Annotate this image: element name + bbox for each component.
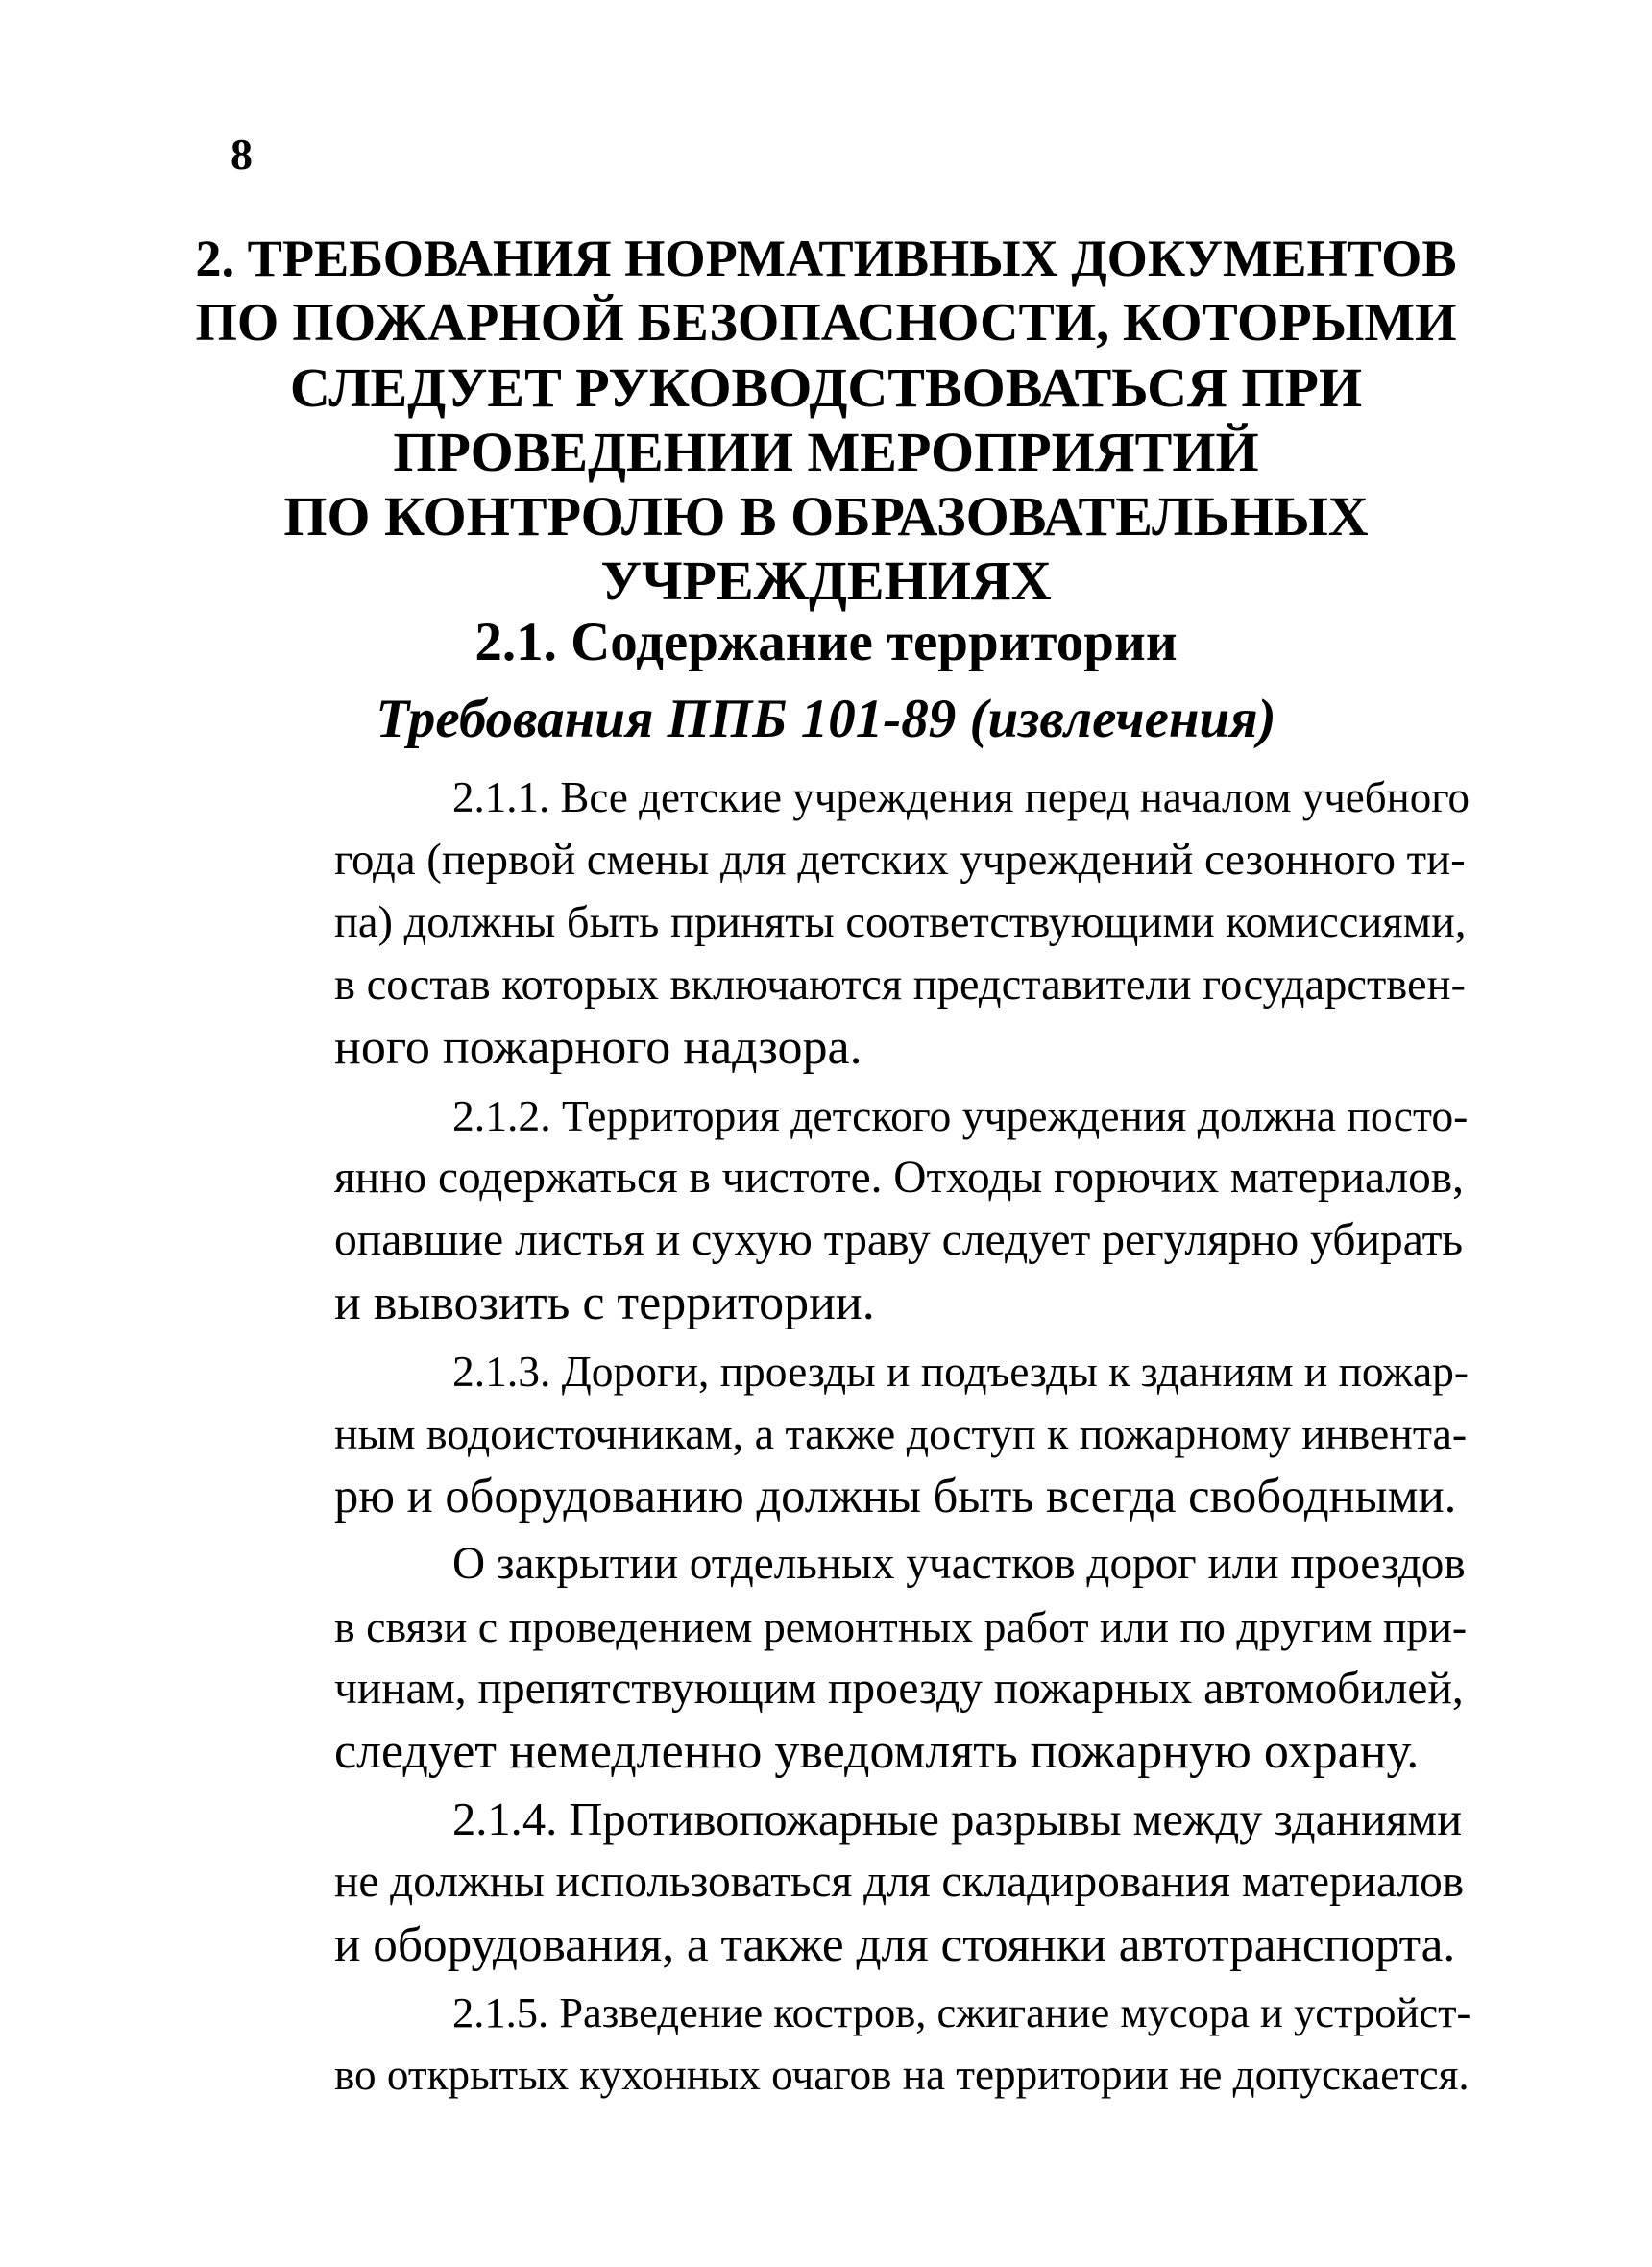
- text-line: 2.1.3. Дороги, проезды и подъезды к зданиям и пожар-: [452, 1347, 1470, 1396]
- paragraph-road-closure: [216, 1533, 1468, 1783]
- section-title-line: СЛЕДУЕТ РУКОВОДСТВОВАТЬСЯ ПРИ: [289, 356, 1363, 419]
- text-line: янно содержаться в чистоте. Отходы горючих материалов,: [334, 1153, 1464, 1203]
- text-line: рю и оборудованию должны быть всегда свободными.: [334, 1469, 1457, 1523]
- text-line: в связи с проведением ремонтных работ или по другим при-: [334, 1602, 1468, 1651]
- text-line: в состав которых включаются представители государствен-: [334, 961, 1466, 1010]
- text-line: опавшие листья и сухую траву следует регулярно убирать: [334, 1215, 1464, 1265]
- text-line: следует немедленно уведомлять пожарную охрану.: [334, 1724, 1420, 1779]
- text-line: 2.1.4. Противопожарные разрывы между зданиями: [452, 1793, 1463, 1845]
- text-line: ного пожарного надзора.: [334, 1020, 862, 1075]
- text-line: и оборудования, а также для стоянки автотранспорта.: [334, 1917, 1456, 1972]
- paragraph-2-1-3: [216, 1340, 1470, 1527]
- text-line: и вывозить с территории.: [334, 1276, 875, 1330]
- section-title-line: ПО КОНТРОЛЮ В ОБРАЗОВАТЕЛЬНЫХ: [283, 485, 1369, 548]
- text-line: 2.1.1. Все детские учреждения перед началом учебного: [452, 773, 1470, 821]
- section-title-line: ПРОВЕДЕНИИ МЕРОПРИЯТИЙ: [393, 421, 1259, 483]
- section-title-line: 2. ТРЕБОВАНИЯ НОРМАТИВНЫХ ДОКУМЕНТОВ: [195, 230, 1457, 287]
- section-title-line: УЧРЕЖДЕНИЯХ: [600, 549, 1052, 612]
- source-title: Требования ППБ 101-89 (извлечения): [376, 689, 1276, 749]
- paragraph-2-1-5: [216, 1982, 1471, 2107]
- body-text: [216, 767, 1471, 2107]
- section-title-line: ПО ПОЖАРНОЙ БЕЗОПАСНОСТИ, КОТОРЫМИ: [195, 293, 1457, 353]
- section-title: [192, 227, 1460, 613]
- text-line: не должны использоваться для складирования материалов: [334, 1857, 1465, 1907]
- text-line: О закрытии отдельных участков дорог или проездов: [452, 1539, 1466, 1589]
- paragraph-2-1-4: [216, 1789, 1465, 1976]
- text-line: во открытых кухонных очагов на территории не допускается.: [334, 2051, 1470, 2099]
- text-line: 2.1.5. Разведение костров, сжигание мусора и устройст-: [452, 1988, 1471, 2036]
- text-line: чинам, препятствующим проезду пожарных автомобилей,: [334, 1664, 1464, 1714]
- page-number: 8: [231, 130, 253, 179]
- text-line: ным водоисточникам, а также доступ к пожарному инвента-: [334, 1409, 1468, 1458]
- text-line: года (первой смены для детских учреждений сезонного ти-: [334, 835, 1466, 885]
- paragraph-2-1-1: [216, 767, 1470, 1079]
- text-line: 2.1.2. Территория детского учреждения должна посто-: [452, 1091, 1469, 1140]
- paragraph-2-1-2: [216, 1085, 1469, 1334]
- subsection-title: 2.1. Содержание территории: [474, 612, 1178, 672]
- text-line: па) должны быть приняты соответствующими комиссиями,: [334, 898, 1467, 947]
